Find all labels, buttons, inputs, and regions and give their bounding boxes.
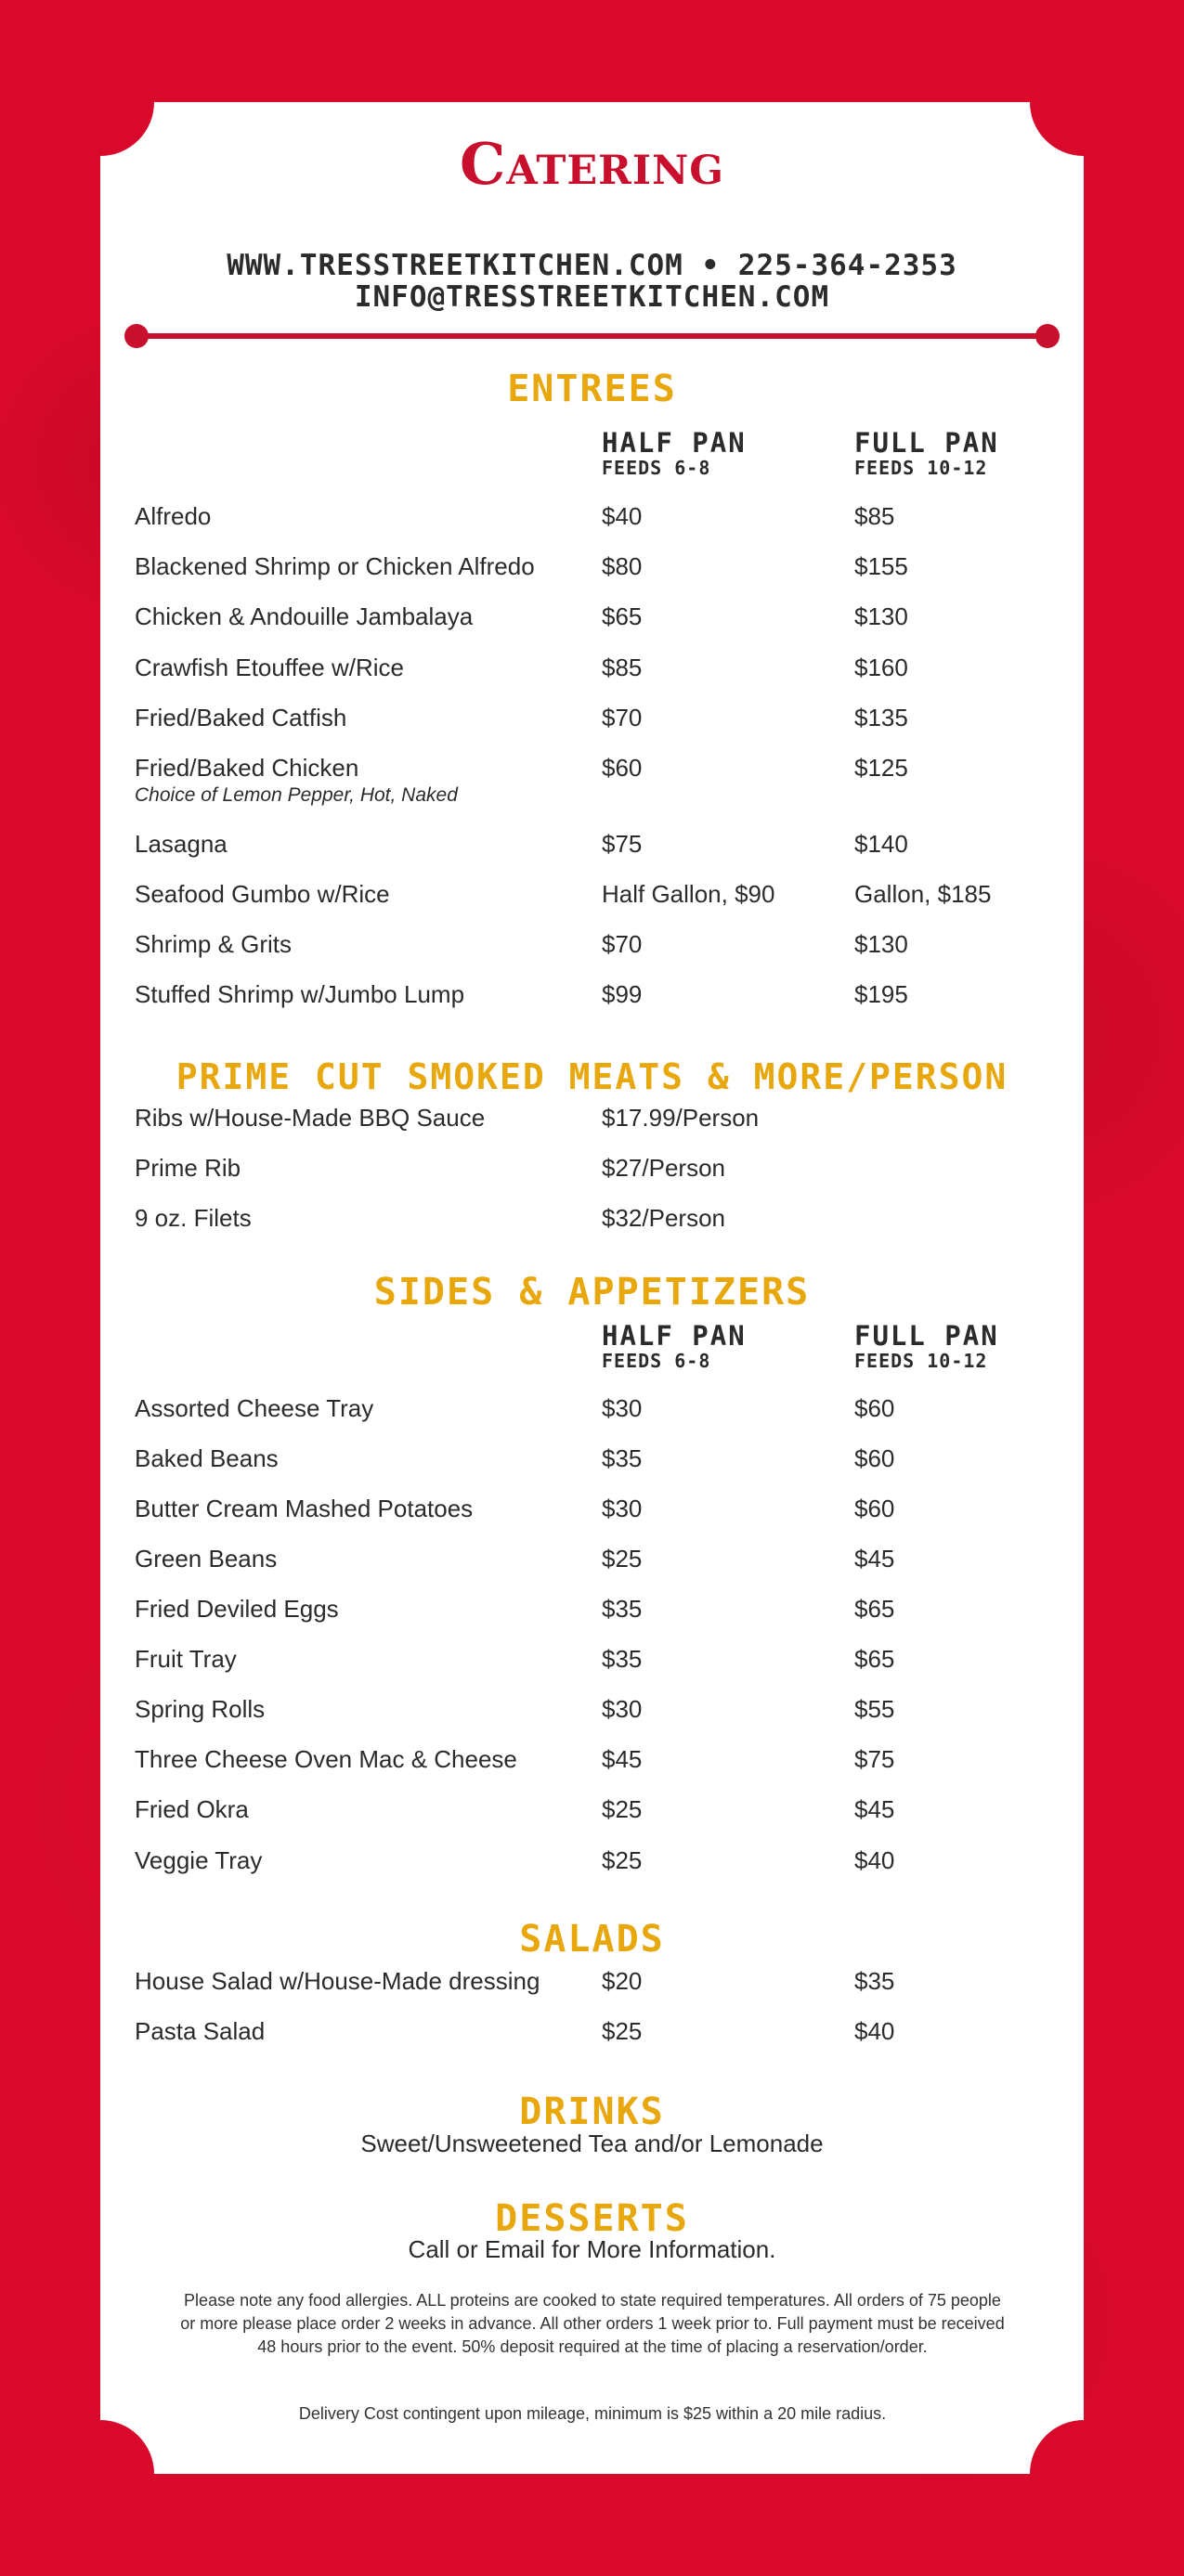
menu-row	[135, 1545, 1049, 1582]
column-header-full-pan	[854, 1321, 999, 1371]
half-pan-feeds: FEEDS 6-8	[602, 1350, 711, 1372]
full-price: $40	[854, 1846, 895, 1874]
per-person-price: $32/Person	[602, 1204, 725, 1232]
full-price: $130	[854, 602, 908, 630]
half-price: $80	[602, 552, 643, 580]
menu-row	[135, 1444, 1049, 1482]
item-name: Assorted Cheese Tray	[135, 1394, 374, 1422]
half-pan-label: HALF PAN	[602, 427, 747, 459]
full-pan-label: FULL PAN	[854, 427, 999, 459]
section-heading-prime-cut: PRIME CUT SMOKED MEATS & MORE/PERSON	[176, 1056, 1008, 1097]
section-heading-entrees: ENTREES	[507, 368, 677, 410]
menu-row	[135, 602, 1049, 640]
full-price: $125	[854, 754, 908, 782]
full-price: $195	[854, 980, 908, 1008]
contact-email[interactable]: INFO@TRESSTREETKITCHEN.COM	[354, 280, 830, 314]
section-heading-drinks: DRINKS	[519, 2091, 665, 2133]
full-pan-feeds: FEEDS 10-12	[854, 457, 988, 479]
item-name: 9 oz. Filets	[135, 1204, 252, 1232]
menu-row	[135, 552, 1049, 589]
half-price: $60	[602, 754, 643, 782]
menu-row	[135, 654, 1049, 691]
section-heading-desserts: DESSERTS	[495, 2197, 689, 2240]
section-heading-sides: SIDES & APPETIZERS	[373, 1271, 811, 1314]
full-price: $65	[854, 1595, 895, 1623]
full-pan-feeds: FEEDS 10-12	[854, 1350, 988, 1372]
section-heading-salads: SALADS	[519, 1918, 665, 1961]
menu-row	[135, 1745, 1049, 1782]
item-name: Fruit Tray	[135, 1645, 237, 1673]
half-price: $30	[602, 1695, 643, 1723]
item-name: Stuffed Shrimp w/Jumbo Lump	[135, 980, 465, 1008]
full-price: $40	[854, 2017, 895, 2045]
half-price: $30	[602, 1495, 643, 1522]
divider-dot	[1035, 324, 1060, 348]
half-price: $25	[602, 2017, 643, 2045]
menu-row	[135, 830, 1049, 867]
menu-row	[135, 930, 1049, 967]
menu-row	[135, 880, 1049, 917]
menu-row	[135, 1795, 1049, 1832]
per-person-price: $27/Person	[602, 1154, 725, 1182]
full-price: $160	[854, 654, 908, 681]
page-title: Catering	[459, 130, 724, 198]
half-price: $85	[602, 654, 643, 681]
item-name: Fried Okra	[135, 1795, 249, 1823]
full-price: $55	[854, 1695, 895, 1723]
menu-row	[135, 754, 1049, 819]
item-name: Seafood Gumbo w/Rice	[135, 880, 390, 908]
full-price: $140	[854, 830, 908, 858]
half-price: $70	[602, 704, 643, 731]
full-price: Gallon, $185	[854, 880, 992, 908]
item-name: House Salad w/House-Made dressing	[135, 1967, 540, 1995]
menu-row	[135, 502, 1049, 539]
half-price: $70	[602, 930, 643, 958]
menu-row	[135, 1595, 1049, 1632]
full-price: $45	[854, 1545, 895, 1573]
drinks-description: Sweet/Unsweetened Tea and/or Lemonade	[360, 2129, 824, 2157]
full-price: $155	[854, 552, 908, 580]
half-price: $35	[602, 1444, 643, 1472]
per-person-price: $17.99/Person	[602, 1104, 760, 1132]
menu-card	[100, 102, 1084, 2474]
item-name: Fried Deviled Eggs	[135, 1595, 339, 1623]
item-name: Lasagna	[135, 830, 228, 858]
half-price: $40	[602, 502, 643, 530]
half-price: $35	[602, 1595, 643, 1623]
menu-row	[135, 1495, 1049, 1532]
half-price: $99	[602, 980, 643, 1008]
half-pan-label: HALF PAN	[602, 1320, 747, 1352]
menu-row	[135, 1154, 1049, 1191]
menu-row	[135, 1967, 1049, 2004]
column-header-full-pan	[854, 428, 999, 478]
full-price: $60	[854, 1444, 895, 1472]
menu-row	[135, 1846, 1049, 1883]
half-pan-feeds: FEEDS 6-8	[602, 457, 711, 479]
item-name: Prime Rib	[135, 1154, 241, 1182]
menu-row	[135, 980, 1049, 1017]
item-note: Choice of Lemon Pepper, Hot, Naked	[135, 784, 458, 806]
half-price: $25	[602, 1545, 643, 1573]
item-name: Alfredo	[135, 502, 212, 530]
full-price: $35	[854, 1967, 895, 1995]
item-name: Shrimp & Grits	[135, 930, 293, 958]
full-pan-label: FULL PAN	[854, 1320, 999, 1352]
full-price: $85	[854, 502, 895, 530]
item-name: Fried/Baked Catfish	[135, 704, 347, 731]
column-header-half-pan	[602, 428, 747, 478]
contact-website-phone[interactable]: WWW.TRESSTREETKITCHEN.COM • 225-364-2353	[227, 249, 957, 282]
corner-notch	[1030, 2420, 1138, 2528]
half-price: $30	[602, 1394, 643, 1422]
menu-row	[135, 1695, 1049, 1732]
desserts-description: Call or Email for More Information.	[408, 2235, 776, 2263]
full-price: $75	[854, 1745, 895, 1773]
half-price: $25	[602, 1846, 643, 1874]
item-name: Green Beans	[135, 1545, 278, 1573]
menu-row	[135, 704, 1049, 741]
item-name: Chicken & Andouille Jambalaya	[135, 602, 474, 630]
half-price: $25	[602, 1795, 643, 1823]
half-price: $20	[602, 1967, 643, 1995]
item-name: Fried/Baked Chicken	[135, 754, 359, 782]
full-price: $135	[854, 704, 908, 731]
full-price: $65	[854, 1645, 895, 1673]
full-price: $130	[854, 930, 908, 958]
corner-notch	[46, 2420, 154, 2528]
full-price: $60	[854, 1495, 895, 1522]
delivery-note: Delivery Cost contingent upon mileage, minimum is $25 within a 20 mile radius.	[298, 2404, 887, 2423]
item-name: Pasta Salad	[135, 2017, 266, 2045]
disclaimer-text: Please note any food allergies. ALL proteins are cooked to state required temperatures. All orders of 75 people or more please place order 2 weeks in advance. All other orders 1 week prior to. Full payment must be received 48 hours prior to the event. 50% deposit required at the time of placing a reservation/order.	[180, 2291, 1005, 2356]
menu-row	[135, 1104, 1049, 1141]
full-price: $45	[854, 1795, 895, 1823]
half-price: $35	[602, 1645, 643, 1673]
item-name: Crawfish Etouffee w/Rice	[135, 654, 404, 681]
item-name: Butter Cream Mashed Potatoes	[135, 1495, 474, 1522]
item-name: Three Cheese Oven Mac & Cheese	[135, 1745, 517, 1773]
item-name: Blackened Shrimp or Chicken Alfredo	[135, 552, 535, 580]
item-name: Baked Beans	[135, 1444, 279, 1472]
divider	[136, 333, 1048, 339]
item-name: Spring Rolls	[135, 1695, 266, 1723]
full-price: $60	[854, 1394, 895, 1422]
half-price: $75	[602, 830, 643, 858]
column-header-half-pan	[602, 1321, 747, 1371]
menu-row	[135, 2017, 1049, 2054]
item-name: Ribs w/House-Made BBQ Sauce	[135, 1104, 486, 1132]
item-name: Veggie Tray	[135, 1846, 263, 1874]
half-price: Half Gallon, $90	[602, 880, 775, 908]
menu-row	[135, 1394, 1049, 1431]
half-price: $45	[602, 1745, 643, 1773]
half-price: $65	[602, 602, 643, 630]
menu-row	[135, 1645, 1049, 1682]
menu-row	[135, 1204, 1049, 1241]
